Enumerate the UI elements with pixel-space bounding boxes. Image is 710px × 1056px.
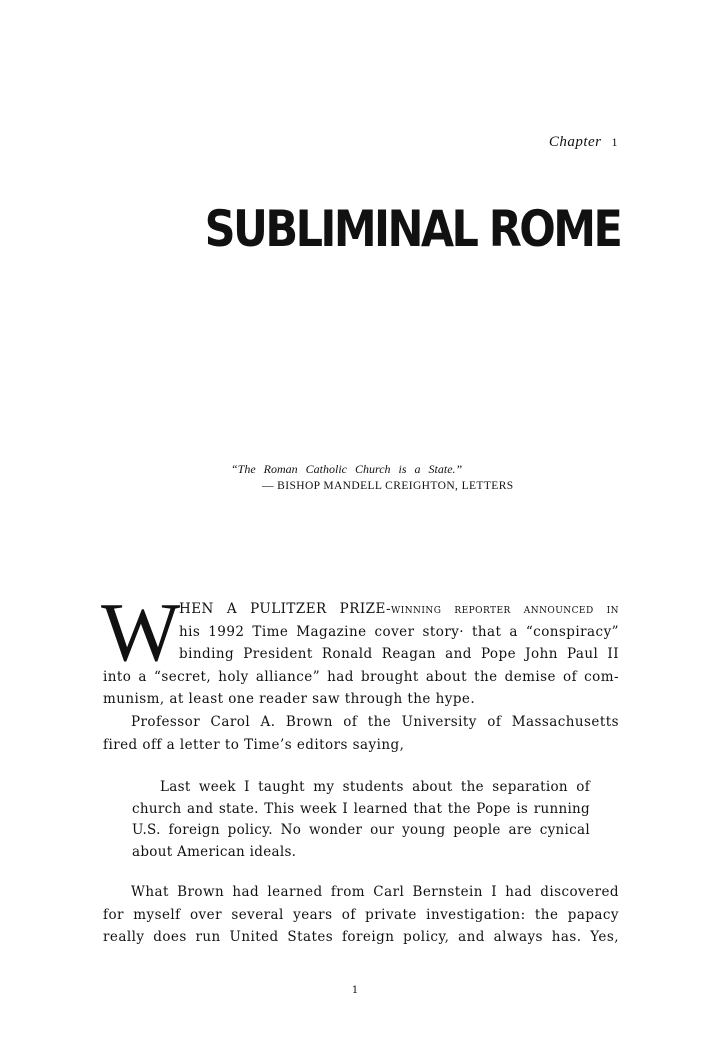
paragraph-3 [103, 881, 619, 949]
page-number: 1 [351, 985, 359, 996]
block-quote [132, 777, 590, 863]
paragraph-line: binding President Ronald Reagan and Pope John Paul II [179, 646, 619, 662]
blockquote-line: about American ideals. [132, 843, 297, 860]
blockquote-line: Last week I taught my students about the separation of [160, 779, 590, 795]
paragraph-line: fired off a letter to Time’s editors saying, [103, 736, 405, 753]
paragraph-2 [103, 711, 619, 756]
paragraph-line: Professor Carol A. Brown of the University of Massachusetts [131, 714, 619, 730]
paragraph-1 [103, 598, 619, 711]
paragraph-line: into a “secret, holy alliance” had brought about the demise of com- [103, 668, 619, 685]
epigraph-quote: “The Roman Catholic Church is a State.” [231, 462, 463, 476]
paragraph-line: really does run United States foreign policy, and always has. Yes, [103, 929, 619, 945]
blockquote-line: U.S. foreign policy. No wonder our young people are cynical [132, 822, 590, 838]
paragraph-line: his 1992 Time Magazine cover story· that a “conspiracy” [179, 623, 619, 640]
paragraph-line: HEN A PULITZER PRIZE-winning reporter announced in [179, 601, 619, 617]
chapter-number: 1 [611, 135, 618, 149]
chapter-title: SUBLIMINAL ROME [204, 200, 620, 258]
paragraph-line: What Brown had learned from Carl Bernstein I had discovered [131, 884, 619, 900]
paragraph-line: munism, at least one reader saw through the hype. [103, 691, 476, 707]
blockquote-line: church and state. This week I learned that the Pope is running [132, 800, 590, 817]
chapter-label [549, 134, 618, 151]
chapter-label-text: Chapter [548, 134, 602, 150]
epigraph-attribution: — BISHOP MANDELL CREIGHTON, LETTERS [262, 480, 514, 492]
paragraph-line: for myself over several years of private investigation: the papacy [103, 906, 619, 923]
drop-cap: W [101, 586, 181, 679]
